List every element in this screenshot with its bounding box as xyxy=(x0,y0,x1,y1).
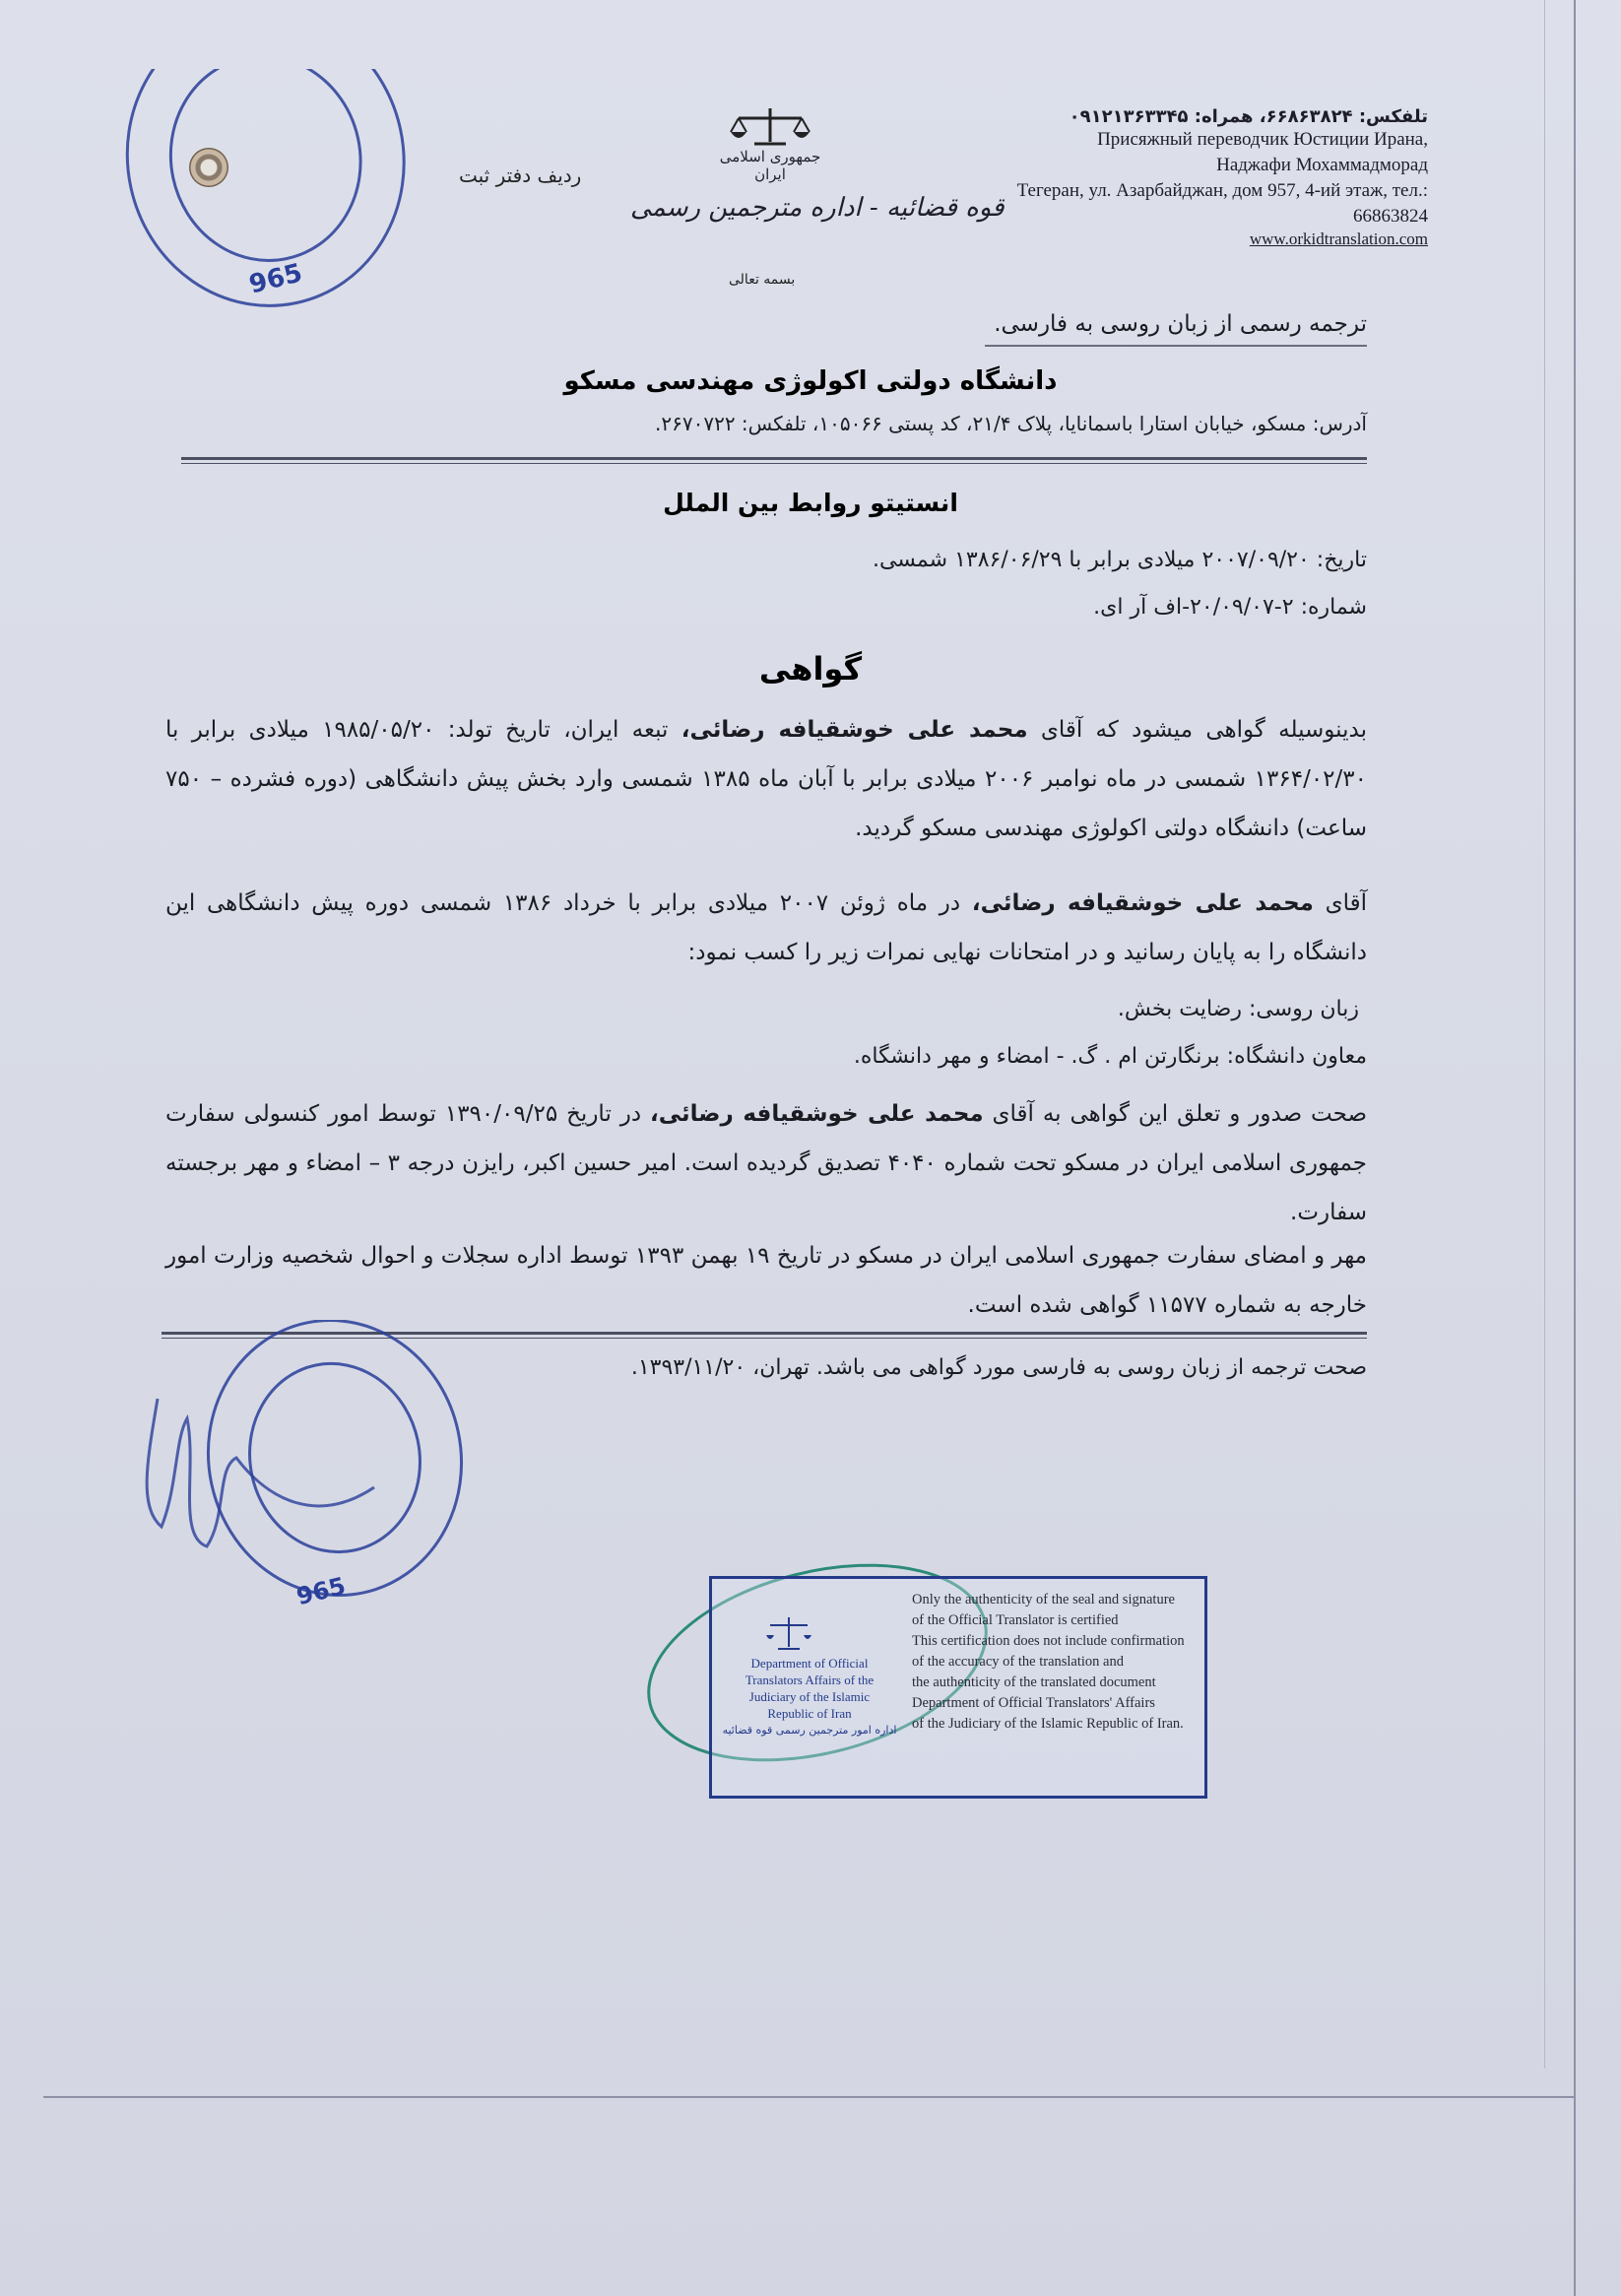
auth-line: of the Judiciary of the Islamic Republic of Iran. xyxy=(912,1716,1184,1732)
university-address: آدرس: مسکو، خیابان استارا باسمانایا، پلاک ۲۱/۴، کد پستی ۱۰۵۰۶۶، تلفکس: ۲۶۷۰۷۲۲. xyxy=(655,412,1367,435)
page-edge-right-inner xyxy=(1544,0,1545,2068)
auth-line: Department of Official Translators' Affairs xyxy=(912,1695,1155,1711)
auth-line: of the Official Translator is certified xyxy=(912,1612,1119,1628)
grade-russian: زبان روسی: رضایت بخش. xyxy=(1117,997,1359,1021)
authentication-text xyxy=(912,1590,1198,1735)
auth-dept-en-3: Republic of Iran xyxy=(767,1706,852,1721)
authentication-dept xyxy=(721,1655,898,1738)
paragraph-4: مهر و امضای سفارت جمهوری اسلامی ایران در مسکو در تاریخ ۱۹ بهمن ۱۳۹۳ توسط اداره سجلات و احوال شخصیه وزارت امور خارجه به شماره ۱۱۵۷۷ گواهی شده است. xyxy=(165,1243,1367,1318)
translator-website: www.orkidtranslation.com xyxy=(1249,230,1428,248)
auth-dept-en-1: Department of Official xyxy=(750,1656,869,1671)
judiciary-emblem xyxy=(711,104,829,183)
header-rule xyxy=(181,457,1367,460)
p2-part-a: آقای xyxy=(1313,890,1367,916)
vice-rector-line: معاون دانشگاه: برنگارتن ام . گ. - امضاء و مهر دانشگاه. xyxy=(853,1044,1367,1069)
authentication-stamp xyxy=(709,1576,1211,1822)
translator-seal-top xyxy=(110,69,435,315)
binding-grommet xyxy=(189,148,228,187)
translator-phone-line: تلفکس: ۶۶۸۶۳۸۲۴، همراه: ۰۹۱۲۱۳۶۳۳۴۵ xyxy=(1069,106,1428,127)
intro-underline xyxy=(985,345,1367,347)
p1-part-b: تبعه ایران، تاریخ تولد: ۱۹۸۵/۰۵/۲۰ میلادی برابر با ۱۳۶۴/۰۲/۳۰ شمسی در ماه نوامبر ۲۰۰۶ میلادی برابر با آبان ماه ۱۳۸۵ شمسی وارد بخش پیش دانشگاهی (دوره فشرده – ۷۵۰ ساعت) دانشگاه دولتی اکولوژی مهندسی مسکو گردید. xyxy=(165,717,1367,841)
translator-address-ru: Тегеран, ул. Азарбайджан, дом 957, 4-ий этаж, тел.: 66863824 xyxy=(1016,180,1428,227)
translator-seal-bottom xyxy=(118,1320,512,1615)
auth-line: Only the authenticity of the seal and signature xyxy=(912,1592,1175,1607)
university-name: دانشگاه دولتی اکولوژی مهندسی مسکو xyxy=(563,366,1058,396)
translator-header xyxy=(995,106,1428,249)
translator-title-ru: Присяжный переводчик Юстиции Ирана, xyxy=(1097,129,1428,150)
p2-student-name: محمد علی خوشقیافه رضائی، xyxy=(971,890,1314,916)
paragraph-2 xyxy=(165,879,1367,977)
certificate-title: گواهی xyxy=(758,650,863,688)
auth-line: of the accuracy of the translation and xyxy=(912,1654,1124,1670)
p3-student-name: محمد علی خوشقیافه رضائی، xyxy=(650,1101,984,1127)
scales-icon xyxy=(764,1613,813,1653)
office-name: قوه قضائیه - اداره مترجمین رسمی xyxy=(630,193,1005,223)
document-number: شماره: ۲-۲۰/۰۹/۰۷-اف آر ای. xyxy=(1093,595,1367,620)
translation-intro: ترجمه رسمی از زبان روسی به فارسی. xyxy=(994,311,1367,337)
institute-name: انستیتو روابط بین الملل xyxy=(663,489,958,517)
p1-part-a: بدینوسیله گواهی میشود که آقای xyxy=(1027,717,1367,743)
page-edge-right xyxy=(1574,0,1576,2296)
p3-part-a: صحت صدور و تعلق این گواهی به آقای xyxy=(983,1101,1367,1127)
p3-part-b: در تاریخ ۱۳۹۰/۰۹/۲۵ توسط امور کنسولی سفارت جمهوری اسلامی ایران در مسکو تحت شماره ۴۰۴۰ تصدیق گردیده است. امیر حسین اکبر، رایزن درجه ۳ – امضاء و مهر برجسته سفارت. xyxy=(165,1101,1367,1225)
scales-of-justice-icon xyxy=(725,104,815,148)
auth-dept-en-2: Translators Affairs of the Judiciary of the Islamic xyxy=(745,1673,875,1704)
translation-attestation: صحت ترجمه از زبان روسی به فارسی مورد گواهی می باشد. تهران، ۱۳۹۳/۱۱/۲۰. xyxy=(630,1355,1367,1380)
p1-student-name: محمد علی خوشقیافه رضائی، xyxy=(681,717,1028,743)
registry-label: ردیف دفتر ثبت xyxy=(459,164,582,187)
auth-line: This certification does not include confirmation xyxy=(912,1633,1185,1649)
seal-number-top: 965 xyxy=(246,258,306,300)
bismillah: بسمه تعالی xyxy=(729,272,796,288)
paragraph-3 xyxy=(165,1089,1367,1237)
signature-scribble xyxy=(147,1399,374,1546)
document-date: تاریخ: ۲۰۰۷/۰۹/۲۰ میلادی برابر با ۱۳۸۶/۰۶/۲۹ شمسی. xyxy=(872,548,1367,572)
emblem-caption: جمهوری اسلامی ایران xyxy=(719,148,821,183)
page-edge-bottom xyxy=(43,2096,1576,2098)
auth-dept-fa: اداره امور مترجمین رسمی قوه قضائیه xyxy=(722,1724,897,1737)
seal-number-bottom: 965 xyxy=(293,1571,349,1611)
p2-part-b: در ماه ژوئن ۲۰۰۷ میلادی برابر با خرداد ۱۳۸۶ شمسی دوره پیش دانشگاهی این دانشگاه را به پایان رسانید و در امتحانات نهایی نمرات زیر را کسب نمود: xyxy=(165,890,1367,965)
header-rule-thin xyxy=(181,463,1367,464)
auth-line: the authenticity of the translated document xyxy=(912,1674,1156,1690)
paragraph-1 xyxy=(165,705,1367,853)
translator-name-ru: Наджафи Мохаммадморад xyxy=(1216,155,1428,175)
